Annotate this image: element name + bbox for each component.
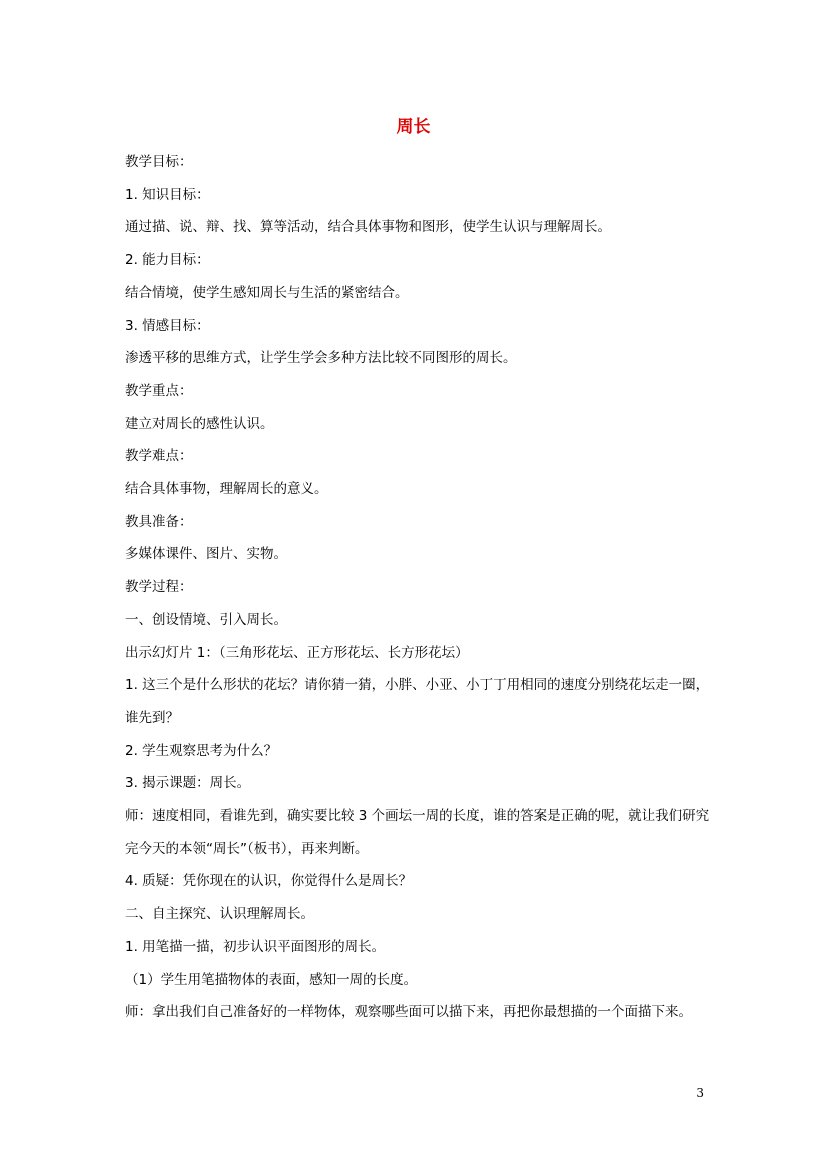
paragraph-step-one-sub: （1）学生用笔描物体的表面，感知一周的长度。 (125, 971, 418, 988)
paragraph-slide-one: 出示幻灯片 1：（三角形花坛、正方形花坛、长方形花坛） (125, 644, 469, 661)
paragraph-materials-heading: 教具准备： (125, 513, 193, 530)
paragraph-step-one: 1. 用笔描一描，初步认识平面图形的周长。 (125, 938, 386, 955)
paragraph-emotion-goal: 渗透平移的思维方式，让学生学会多种方法比较不同图形的周长。 (125, 350, 517, 367)
page-number: 3 (696, 1086, 704, 1100)
paragraph-materials: 多媒体课件、图片、实物。 (125, 546, 287, 563)
paragraph-teaching-goals-heading: 教学目标： (125, 154, 193, 170)
document-title: 周长 (396, 117, 431, 137)
paragraph-ability-goal: 结合情境，使学生感知周长与生活的紧密结合。 (125, 284, 409, 301)
paragraph-ability-goal-heading: 2. 能力目标： (125, 252, 210, 269)
paragraph-key-points-heading: 教学重点： (125, 382, 193, 399)
paragraph-question-four: 4. 质疑：凭你现在的认识，你觉得什么是周长？ (125, 873, 413, 890)
paragraph-reveal-topic: 3. 揭示课题：周长。 (125, 775, 251, 792)
paragraph-emotion-goal-heading: 3. 情感目标： (125, 317, 210, 334)
paragraph-section-two-heading: 二、自主探究、认识理解周长。 (125, 906, 314, 923)
document-body (125, 146, 710, 1029)
paragraph-key-points: 建立对周长的感性认识。 (125, 415, 274, 432)
paragraph-process-heading: 教学过程： (125, 579, 193, 596)
paragraph-section-one-heading: 一、创设情境、引入周长。 (125, 611, 287, 628)
paragraph-teacher-remark-one: 师：速度相同，看谁先到，确实要比较 3 个画坛一周的长度，谁的答案是正确的呢，就让我们研究完今天的本领“周长”（板书），再来判断。 (125, 808, 710, 857)
paragraph-difficulties-heading: 教学难点： (125, 448, 193, 465)
paragraph-knowledge-goal: 通过描、说、辩、找、算等活动，结合具体事物和图形，使学生认识与理解周长。 (125, 219, 611, 236)
paragraph-knowledge-goal-heading: 1. 知识目标： (125, 186, 210, 203)
paragraph-question-two: 2. 学生观察思考为什么？ (125, 742, 278, 759)
paragraph-teacher-remark-two: 师：拿出我们自己准备好的一样物体，观察哪些面可以描下来，再把你最想描的一个面描下来。 (125, 1004, 692, 1021)
paragraph-question-one: 1. 这三个是什么形状的花坛？请你猜一猜，小胖、小亚、小丁丁用相同的速度分别绕花坛走一圈，谁先到？ (125, 677, 710, 726)
paragraph-difficulties: 结合具体事物，理解周长的意义。 (125, 481, 328, 498)
